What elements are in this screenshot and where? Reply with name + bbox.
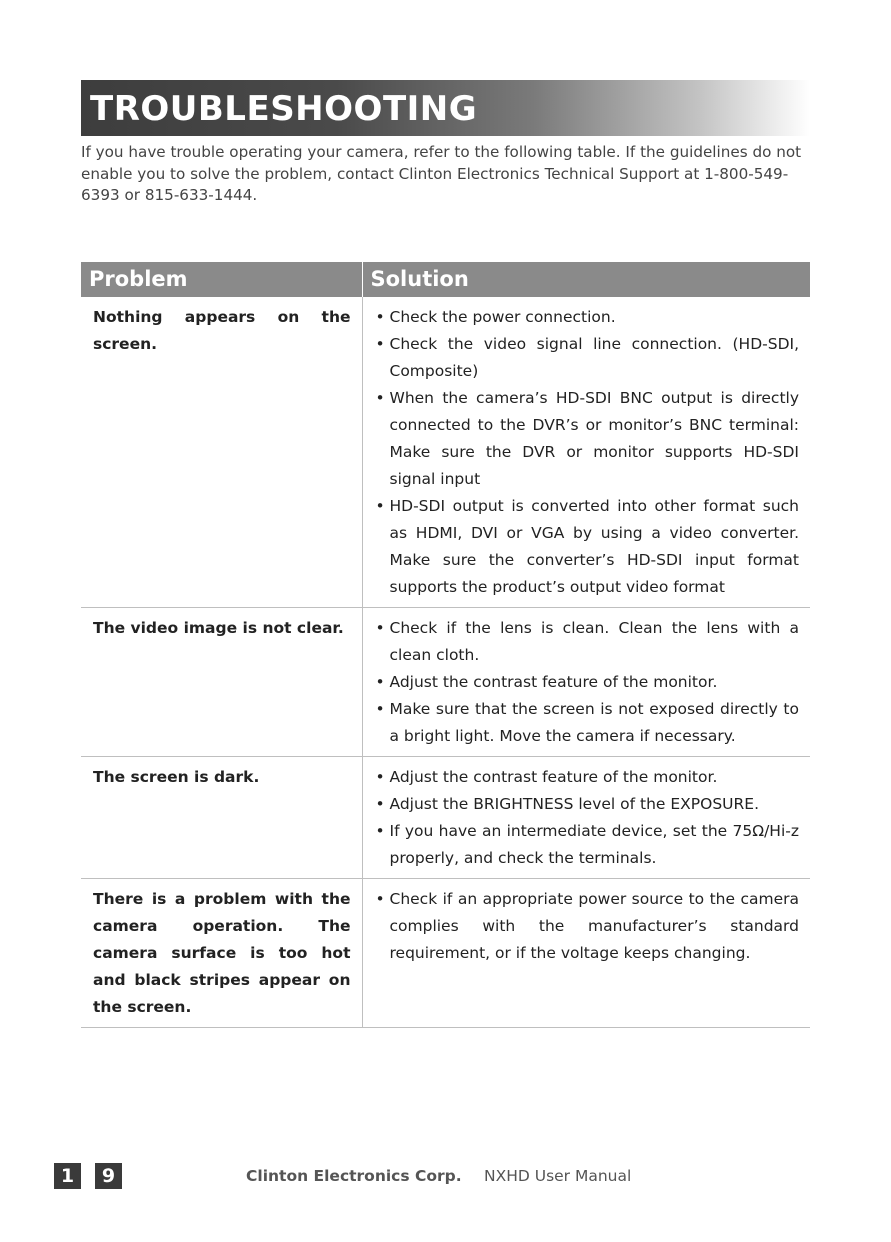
problem-cell: The video image is not clear. [81,608,362,757]
solution-list [376,886,800,967]
solution-item: • When the camera’s HD-SDI BNC output is directly connected to the DVR’s or monitor’s BNC terminal: Make sure the DVR or monitor supports HD-SDI signal input [376,385,800,493]
table-row [81,297,810,608]
solution-cell [362,608,810,757]
table-row [81,757,810,879]
solution-item: • Make sure that the screen is not exposed directly to a bright light. Move the camera if necessary. [376,696,800,750]
solution-list [376,304,800,601]
solution-list [376,764,800,872]
footer-company-name: Clinton Electronics Corp. [246,1167,462,1185]
table-row [81,879,810,1028]
solution-item: • HD-SDI output is converted into other format such as HDMI, DVI or VGA by using a video converter. Make sure the converter’s HD-SDI input format supports the product’s output video format [376,493,800,601]
solution-column-header: Solution [362,262,810,297]
solution-item: • Check the video signal line connection. (HD-SDI, Composite) [376,331,800,385]
solution-item: • Adjust the BRIGHTNESS level of the EXPOSURE. [376,791,800,818]
solution-item: • Check if the lens is clean. Clean the lens with a clean cloth. [376,615,800,669]
solution-item: • If you have an intermediate device, set the 75Ω/Hi-z properly, and check the terminals. [376,818,800,872]
problem-cell: Nothing appears on the screen. [81,297,362,608]
problem-cell: There is a problem with the camera operation. The camera surface is too hot and black stripes appear on the screen. [81,879,362,1028]
table-header-row [81,262,810,297]
solution-item: • Adjust the contrast feature of the monitor. [376,669,800,696]
problem-column-header: Problem [81,262,362,297]
solution-item: • Adjust the contrast feature of the monitor. [376,764,800,791]
solution-item: • Check the power connection. [376,304,800,331]
solution-list [376,615,800,750]
table-row [81,608,810,757]
solution-cell [362,757,810,879]
page-title: TROUBLESHOOTING [90,89,478,129]
intro-text: If you have trouble operating your camera, refer to the following table. If the guidelines do not enable you to solve the problem, contact Clinton Electronics Technical Support at 1-800-549-6393 or 815-633-1444. [81,143,802,204]
solution-cell [362,879,810,1028]
footer-manual-title: NXHD User Manual [484,1167,632,1185]
page-number-digit: 1 [54,1163,81,1189]
section-title-bar [81,80,810,136]
problem-cell: The screen is dark. [81,757,362,879]
solution-item: • Check if an appropriate power source to the camera complies with the manufacturer’s standard requirement, or if the voltage keeps changing. [376,886,800,967]
intro-paragraph [81,142,816,207]
troubleshooting-table [81,262,810,1028]
solution-cell [362,297,810,608]
page-number-digit: 9 [95,1163,122,1189]
